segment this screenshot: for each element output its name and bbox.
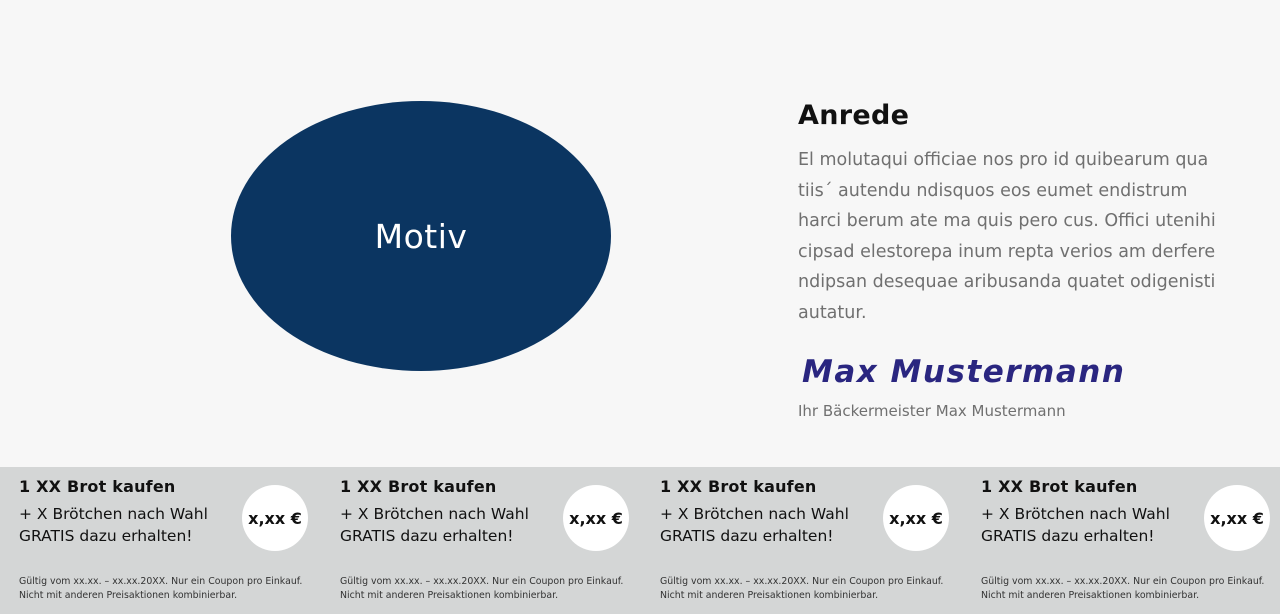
- coupon-price-badge: x,xx €: [563, 485, 629, 551]
- motiv-placeholder-ellipse: [231, 101, 611, 371]
- coupon-offer: [981, 503, 1181, 547]
- coupon-price-badge: x,xx €: [1204, 485, 1270, 551]
- coupon-offer: [660, 503, 860, 547]
- coupon-strip: [0, 467, 1280, 614]
- coupon-offer-line1: + X Brötchen nach Wahl: [981, 505, 1170, 523]
- coupon-offer-line1: + X Brötchen nach Wahl: [340, 505, 529, 523]
- coupon-headline: 1 XX Brot kaufen: [19, 477, 176, 496]
- coupon-offer-line1: + X Brötchen nach Wahl: [19, 505, 208, 523]
- coupon-1[interactable]: [0, 467, 320, 614]
- coupon-2[interactable]: [321, 467, 641, 614]
- coupon-offer: [340, 503, 540, 547]
- coupon-fine-print: Gültig vom xx.xx. – xx.xx.20XX. Nur ein Coupon pro Einkauf. Nicht mit anderen Preisaktionen kombinierbar.: [660, 576, 944, 601]
- handwritten-signature: [798, 348, 1228, 392]
- coupon-price-badge: x,xx €: [883, 485, 949, 551]
- coupon-offer-line2: GRATIS dazu erhalten!: [981, 527, 1155, 545]
- signer-title: Ihr Bäckermeister Max Mustermann: [798, 402, 1066, 420]
- coupon-headline: 1 XX Brot kaufen: [981, 477, 1138, 496]
- coupon-offer-line2: GRATIS dazu erhalten!: [340, 527, 514, 545]
- coupon-offer-line1: + X Brötchen nach Wahl: [660, 505, 849, 523]
- motiv-label: Motiv: [374, 216, 468, 256]
- letter-body: El molutaqui officiae nos pro id quibearum qua tiis´ autendu ndisquos eos eumet endistrum harci berum ate ma quis pero cus. Offici utenihi cipsad elestorepa inum repta verios am derfere ndipsan desequae aribusanda quatet odigenisti autatur.: [798, 150, 1216, 323]
- coupon-headline: 1 XX Brot kaufen: [340, 477, 497, 496]
- letter-greeting: Anrede: [798, 100, 910, 131]
- coupon-headline: 1 XX Brot kaufen: [660, 477, 817, 496]
- coupon-3[interactable]: [641, 467, 961, 614]
- coupon-fine-print: Gültig vom xx.xx. – xx.xx.20XX. Nur ein Coupon pro Einkauf. Nicht mit anderen Preisaktionen kombinierbar.: [19, 576, 303, 601]
- coupon-fine-print: Gültig vom xx.xx. – xx.xx.20XX. Nur ein Coupon pro Einkauf. Nicht mit anderen Preisaktionen kombinierbar.: [340, 576, 624, 601]
- coupon-fine-print: Gültig vom xx.xx. – xx.xx.20XX. Nur ein Coupon pro Einkauf. Nicht mit anderen Preisaktionen kombinierbar.: [981, 576, 1265, 601]
- signature-text: Max Mustermann: [802, 354, 1126, 390]
- coupon-offer-line2: GRATIS dazu erhalten!: [660, 527, 834, 545]
- coupon-4[interactable]: [962, 467, 1280, 614]
- coupon-offer-line2: GRATIS dazu erhalten!: [19, 527, 193, 545]
- coupon-offer: [19, 503, 219, 547]
- letter-block: [798, 100, 1228, 420]
- coupon-price-badge: x,xx €: [242, 485, 308, 551]
